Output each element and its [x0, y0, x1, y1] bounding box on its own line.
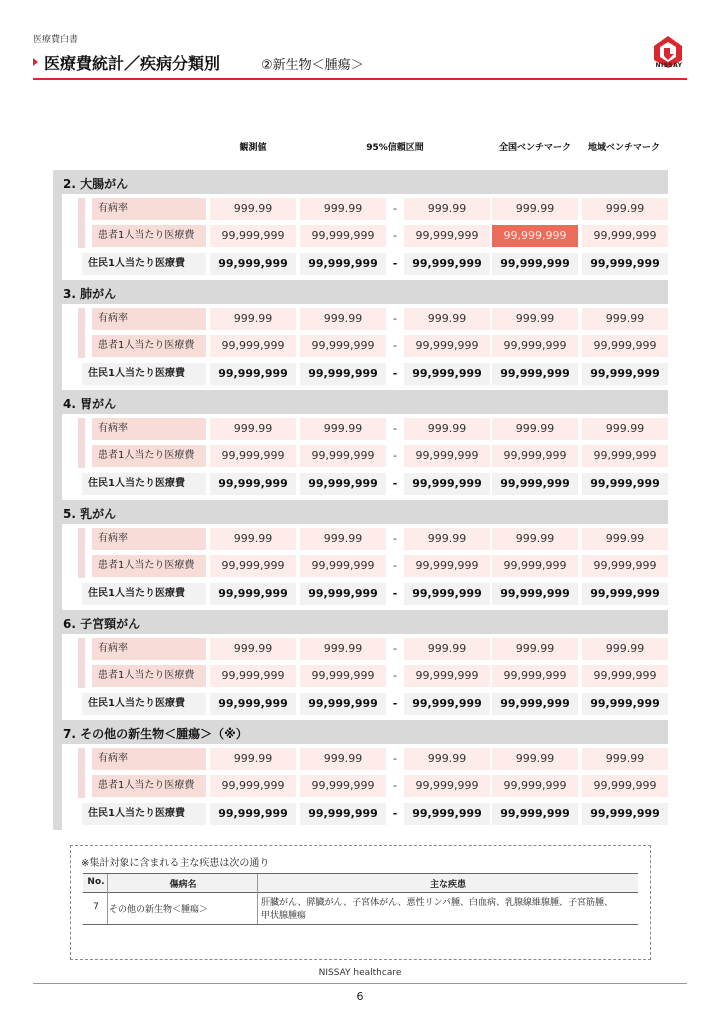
value-cell-ci-low: 99,999,999	[300, 225, 386, 247]
value-cell-ci-high: 999.99	[404, 198, 490, 220]
ci-range-separator: -	[393, 422, 397, 435]
ci-range-separator: -	[393, 559, 397, 572]
value-cell-regional: 99,999,999	[582, 555, 668, 577]
value-cell-national: 99,999,999	[492, 335, 578, 357]
row-label-prevalence: 有病率	[92, 748, 206, 770]
note-box	[70, 845, 651, 960]
value-cell-ci-low: 99,999,999	[300, 775, 386, 797]
value-cell-observed: 99,999,999	[210, 363, 296, 385]
value-cell-regional: 99,999,999	[582, 665, 668, 687]
value-cell-national: 99,999,999	[492, 583, 578, 605]
ci-range-separator: -	[392, 477, 398, 490]
section-side-bar	[53, 744, 62, 830]
row-label-resident-cost: 住民1人当たり医療費	[82, 803, 206, 825]
section-inner-bar	[78, 748, 85, 798]
section-side-bar	[53, 524, 62, 610]
ci-range-separator: -	[392, 807, 398, 820]
note-row-name: その他の新生物＜腫瘍＞	[109, 905, 209, 915]
value-cell-ci-high: 99,999,999	[404, 363, 490, 385]
column-header-observed: 観測値	[239, 143, 267, 153]
row-label-resident-cost: 住民1人当たり医療費	[82, 473, 206, 495]
section-title: 6. 子宮頸がん	[63, 617, 141, 631]
page-number: 6	[356, 990, 364, 1003]
ci-range-separator: -	[393, 339, 397, 352]
value-cell-observed: 999.99	[210, 748, 296, 770]
value-cell-observed: 99,999,999	[210, 693, 296, 715]
value-cell-regional: 999.99	[582, 638, 668, 660]
column-header-national: 全国ベンチマーク	[498, 143, 571, 153]
row-label-patient-cost: 患者1人当たり医療費	[92, 225, 206, 247]
section-title: 3. 肺がん	[63, 287, 117, 301]
row-label-patient-cost: 患者1人当たり医療費	[92, 555, 206, 577]
row-label-patient-cost: 患者1人当たり医療費	[92, 775, 206, 797]
value-cell-national: 999.99	[492, 418, 578, 440]
value-cell-observed: 999.99	[210, 638, 296, 660]
footer-divider	[33, 983, 687, 984]
value-cell-ci-high: 999.99	[404, 748, 490, 770]
value-cell-ci-low: 999.99	[300, 748, 386, 770]
section-side-bar	[53, 194, 62, 280]
section-title: 4. 胃がん	[63, 397, 117, 411]
value-cell-regional: 99,999,999	[582, 473, 668, 495]
value-cell-ci-high: 99,999,999	[404, 693, 490, 715]
ci-range-separator: -	[393, 779, 397, 792]
value-cell-observed: 99,999,999	[210, 225, 296, 247]
value-cell-observed: 99,999,999	[210, 253, 296, 275]
value-cell-observed: 99,999,999	[210, 445, 296, 467]
value-cell-ci-low: 99,999,999	[300, 583, 386, 605]
value-cell-national: 99,999,999	[492, 473, 578, 495]
value-cell-national: 999.99	[492, 528, 578, 550]
section-title: 5. 乳がん	[63, 507, 117, 521]
value-cell-observed: 999.99	[210, 418, 296, 440]
value-cell-ci-high: 99,999,999	[404, 253, 490, 275]
row-label-prevalence: 有病率	[92, 528, 206, 550]
page-title: 医療費統計／疾病分類別	[44, 54, 221, 73]
ci-range-separator: -	[393, 752, 397, 765]
column-header-ci: 95%信頼区間	[366, 143, 424, 153]
title-marker-icon	[33, 58, 38, 66]
row-label-resident-cost: 住民1人当たり医療費	[82, 253, 206, 275]
value-cell-ci-high: 99,999,999	[404, 335, 490, 357]
page-subtitle: ②新生物＜腫瘍＞	[261, 58, 364, 73]
value-cell-national: 999.99	[492, 198, 578, 220]
value-cell-regional: 99,999,999	[582, 253, 668, 275]
ci-range-separator: -	[392, 697, 398, 710]
value-cell-national: 999.99	[492, 748, 578, 770]
note-row-no: 7	[93, 902, 99, 912]
value-cell-national: 99,999,999	[492, 445, 578, 467]
value-cell-regional: 99,999,999	[582, 775, 668, 797]
value-cell-ci-low: 99,999,999	[300, 445, 386, 467]
value-cell-ci-low: 99,999,999	[300, 335, 386, 357]
value-cell-regional: 99,999,999	[582, 363, 668, 385]
ci-range-separator: -	[393, 669, 397, 682]
row-label-patient-cost: 患者1人当たり医療費	[92, 665, 206, 687]
value-cell-national: 99,999,999	[492, 363, 578, 385]
section-header	[53, 610, 668, 634]
value-cell-observed: 999.99	[210, 308, 296, 330]
ci-range-separator: -	[392, 257, 398, 270]
value-cell-regional: 999.99	[582, 528, 668, 550]
value-cell-ci-low: 99,999,999	[300, 803, 386, 825]
note-header-name: 傷病名	[169, 880, 197, 890]
section-header	[53, 500, 668, 524]
value-cell-ci-high: 999.99	[404, 528, 490, 550]
value-cell-regional: 99,999,999	[582, 693, 668, 715]
row-label-resident-cost: 住民1人当たり医療費	[82, 583, 206, 605]
row-label-patient-cost: 患者1人当たり医療費	[92, 335, 206, 357]
section-inner-bar	[78, 308, 85, 358]
section-header	[53, 390, 668, 414]
section-title: 2. 大腸がん	[63, 177, 129, 191]
row-label-prevalence: 有病率	[92, 198, 206, 220]
ci-range-separator: -	[393, 642, 397, 655]
logo-wordmark: NISSAY	[655, 62, 683, 69]
section-side-bar	[53, 304, 62, 390]
value-cell-observed: 99,999,999	[210, 803, 296, 825]
note-header-no: No.	[87, 877, 105, 887]
note-row-diseases-line1: 肝臓がん、膵臓がん、子宮体がん、悪性リンパ腫、白血病、乳腺線維腺腫、子宮筋腫、	[261, 898, 613, 908]
value-cell-ci-low: 99,999,999	[300, 555, 386, 577]
value-cell-ci-high: 999.99	[404, 418, 490, 440]
row-label-resident-cost: 住民1人当たり医療費	[82, 363, 206, 385]
ci-range-separator: -	[393, 312, 397, 325]
value-cell-ci-low: 999.99	[300, 638, 386, 660]
value-cell-observed: 99,999,999	[210, 335, 296, 357]
value-cell-national: 999.99	[492, 638, 578, 660]
value-cell-ci-high: 99,999,999	[404, 775, 490, 797]
value-cell-ci-low: 999.99	[300, 528, 386, 550]
value-cell-ci-high: 999.99	[404, 638, 490, 660]
value-cell-regional: 999.99	[582, 418, 668, 440]
note-divider	[107, 874, 108, 892]
note-row-diseases-line2: 甲状腺腫瘍	[261, 911, 307, 921]
note-divider	[257, 874, 258, 892]
section-inner-bar	[78, 198, 85, 248]
ci-range-separator: -	[392, 587, 398, 600]
value-cell-ci-low: 99,999,999	[300, 693, 386, 715]
value-cell-observed: 99,999,999	[210, 775, 296, 797]
value-cell-observed: 99,999,999	[210, 555, 296, 577]
value-cell-national: 99,999,999	[492, 253, 578, 275]
value-cell-observed: 99,999,999	[210, 583, 296, 605]
section-inner-bar	[78, 638, 85, 688]
value-cell-regional: 99,999,999	[582, 335, 668, 357]
note-title: ※集計対象に含まれる主な疾患は次の通り	[81, 858, 270, 869]
value-cell-national: 99,999,999	[492, 803, 578, 825]
note-divider	[107, 892, 108, 924]
section-header	[53, 280, 668, 304]
value-cell-ci-high: 99,999,999	[404, 583, 490, 605]
ci-range-separator: -	[393, 449, 397, 462]
section-side-bar	[53, 414, 62, 500]
value-cell-observed: 999.99	[210, 198, 296, 220]
ci-range-separator: -	[392, 367, 398, 380]
value-cell-regional: 99,999,999	[582, 803, 668, 825]
section-inner-bar	[78, 418, 85, 468]
value-cell-observed: 99,999,999	[210, 473, 296, 495]
value-cell-ci-high: 99,999,999	[404, 225, 490, 247]
value-cell-ci-low: 999.99	[300, 308, 386, 330]
value-cell-observed: 999.99	[210, 528, 296, 550]
column-header-regional: 地域ベンチマーク	[587, 143, 660, 153]
footer-brand: NISSAY healthcare	[318, 968, 402, 978]
value-cell-ci-high: 99,999,999	[404, 803, 490, 825]
value-cell-national: 99,999,999	[492, 693, 578, 715]
value-cell-ci-high: 99,999,999	[404, 665, 490, 687]
ci-range-separator: -	[393, 532, 397, 545]
value-cell-regional: 99,999,999	[582, 445, 668, 467]
section-header	[53, 170, 668, 194]
note-table-row	[83, 892, 638, 925]
value-cell-ci-high: 999.99	[404, 308, 490, 330]
row-label-prevalence: 有病率	[92, 308, 206, 330]
note-table-header	[83, 873, 638, 893]
row-label-resident-cost: 住民1人当たり医療費	[82, 693, 206, 715]
value-cell-regional: 99,999,999	[582, 583, 668, 605]
value-cell-ci-low: 999.99	[300, 418, 386, 440]
row-label-prevalence: 有病率	[92, 638, 206, 660]
value-cell-regional: 99,999,999	[582, 225, 668, 247]
section-side-bar	[53, 634, 62, 720]
note-header-diseases: 主な疾患	[429, 880, 466, 890]
value-cell-ci-low: 99,999,999	[300, 253, 386, 275]
ci-range-separator: -	[393, 229, 397, 242]
value-cell-regional: 999.99	[582, 198, 668, 220]
value-cell-ci-low: 99,999,999	[300, 665, 386, 687]
value-cell-national: 999.99	[492, 308, 578, 330]
note-divider	[257, 892, 258, 924]
value-cell-observed: 99,999,999	[210, 665, 296, 687]
value-cell-ci-low: 99,999,999	[300, 363, 386, 385]
value-cell-national: 99,999,999	[492, 225, 578, 247]
value-cell-ci-high: 99,999,999	[404, 445, 490, 467]
value-cell-ci-high: 99,999,999	[404, 555, 490, 577]
title-bar	[33, 50, 687, 80]
document-label: 医療費白書	[33, 35, 79, 45]
value-cell-ci-low: 99,999,999	[300, 473, 386, 495]
section-inner-bar	[78, 528, 85, 578]
ci-range-separator: -	[393, 202, 397, 215]
section-title: 7. その他の新生物＜腫瘍＞（※）	[63, 727, 248, 741]
row-label-prevalence: 有病率	[92, 418, 206, 440]
value-cell-national: 99,999,999	[492, 555, 578, 577]
value-cell-regional: 999.99	[582, 748, 668, 770]
value-cell-regional: 999.99	[582, 308, 668, 330]
value-cell-ci-low: 999.99	[300, 198, 386, 220]
value-cell-national: 99,999,999	[492, 665, 578, 687]
value-cell-national: 99,999,999	[492, 775, 578, 797]
row-label-patient-cost: 患者1人当たり医療費	[92, 445, 206, 467]
value-cell-ci-high: 99,999,999	[404, 473, 490, 495]
